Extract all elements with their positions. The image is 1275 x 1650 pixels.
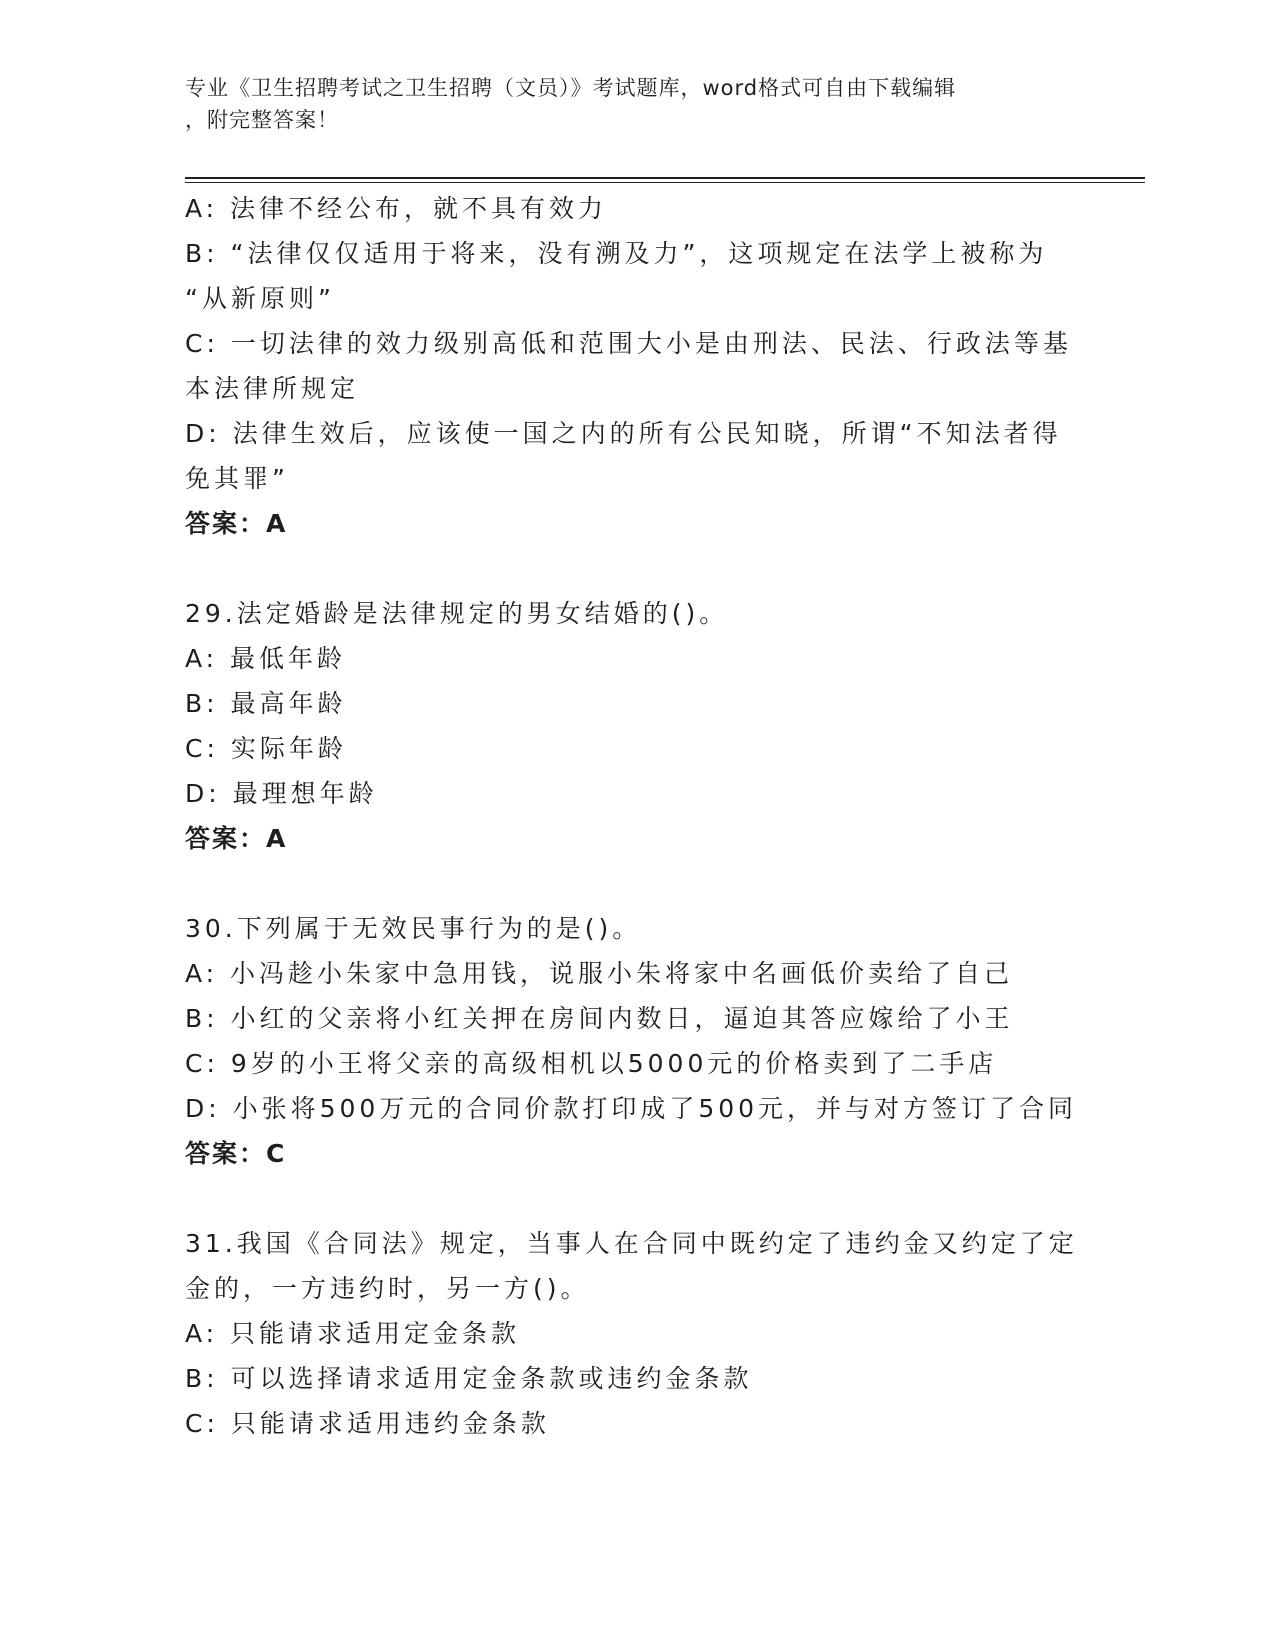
option-b-line-2: “从新原则” bbox=[185, 284, 335, 313]
answer: 答案：C bbox=[185, 1139, 287, 1168]
option-c-line-2: 本法律所规定 bbox=[185, 374, 360, 403]
spacer bbox=[185, 861, 1075, 906]
question-list bbox=[185, 186, 1078, 1446]
question-29 bbox=[185, 591, 1075, 861]
option-d-line-1: D: 法律生效后，应该使一国之内的所有公民知晓，所谓“不知法者得 bbox=[185, 419, 1062, 448]
option-d-line-2: 免其罪” bbox=[185, 464, 289, 493]
question-30 bbox=[185, 906, 1078, 1176]
option-c: C: 只能请求适用违约金条款 bbox=[185, 1409, 550, 1438]
option-c-line-1: C: 一切法律的效力级别高低和范围大小是由刑法、民法、行政法等基 bbox=[185, 329, 1072, 358]
header-line-1: 专业《卫生招聘考试之卫生招聘（文员）》考试题库，word格式可自由下载编辑 bbox=[185, 76, 957, 100]
option-c: C: 实际年龄 bbox=[185, 734, 347, 763]
header-divider-thin bbox=[185, 182, 1145, 183]
option-a: A: 法律不经公布，就不具有效力 bbox=[185, 194, 608, 223]
question-text-line-1: 31.我国《合同法》规定，当事人在合同中既约定了违约金又约定了定 bbox=[185, 1229, 1078, 1258]
question-text: 30.下列属于无效民事行为的是()。 bbox=[185, 914, 642, 943]
option-c: C: 9岁的小王将父亲的高级相机以5000元的价格卖到了二手店 bbox=[185, 1049, 998, 1078]
page-header bbox=[185, 72, 1065, 136]
answer: 答案：A bbox=[185, 509, 288, 538]
option-a: A: 小冯趁小朱家中急用钱，说服小朱将家中名画低价卖给了自己 bbox=[185, 959, 1014, 988]
option-b-line-1: B: “法律仅仅适用于将来，没有溯及力”，这项规定在法学上被称为 bbox=[185, 239, 1048, 268]
question-text-line-2: 金的，一方违约时，另一方()。 bbox=[185, 1274, 590, 1303]
option-b: B: 小红的父亲将小红关押在房间内数日，逼迫其答应嫁给了小王 bbox=[185, 1004, 1014, 1033]
header-line-2: ，附完整答案！ bbox=[185, 108, 339, 132]
question-28 bbox=[185, 186, 1075, 546]
option-d: D: 最理想年龄 bbox=[185, 779, 378, 808]
option-a: A: 只能请求适用定金条款 bbox=[185, 1319, 521, 1348]
question-text: 29.法定婚龄是法律规定的男女结婚的()。 bbox=[185, 599, 729, 628]
option-b: B: 可以选择请求适用定金条款或违约金条款 bbox=[185, 1364, 753, 1393]
header-divider-thick bbox=[185, 177, 1145, 179]
spacer bbox=[185, 1176, 1075, 1221]
spacer bbox=[185, 546, 1075, 591]
option-b: B: 最高年龄 bbox=[185, 689, 347, 718]
option-d: D: 小张将500万元的合同价款打印成了500元，并与对方签订了合同 bbox=[185, 1094, 1078, 1123]
option-a: A: 最低年龄 bbox=[185, 644, 347, 673]
answer: 答案：A bbox=[185, 824, 288, 853]
question-31 bbox=[185, 1221, 1078, 1446]
